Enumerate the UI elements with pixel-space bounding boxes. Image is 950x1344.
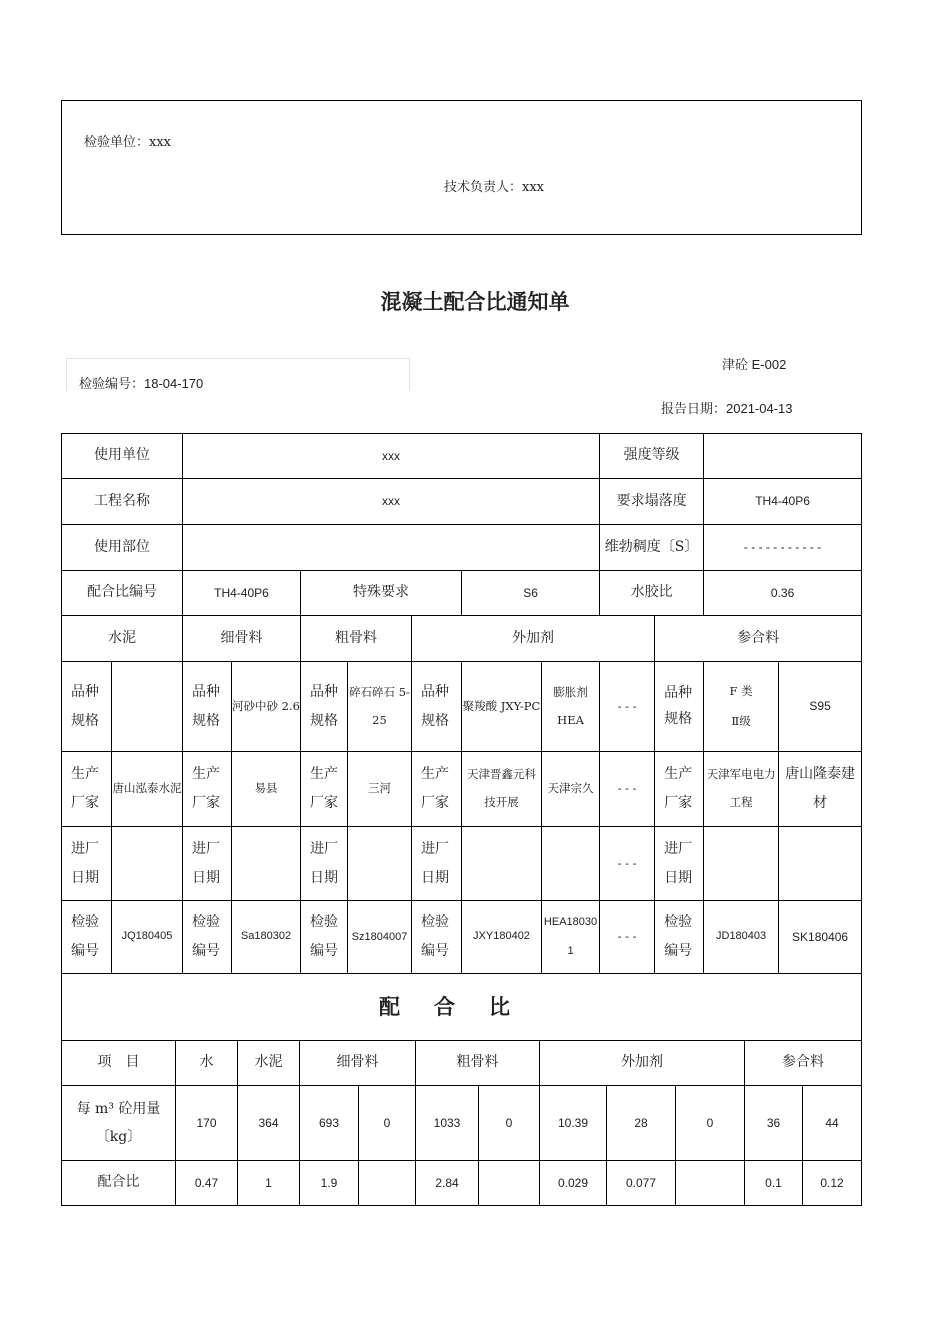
part-value [183, 525, 600, 571]
dosage-cell: 0 [479, 1086, 540, 1161]
ratio-cell: 0.12 [803, 1161, 862, 1206]
vebe-value: - - - - - - - - - - - [704, 525, 862, 571]
project-name: xxx [183, 479, 600, 525]
ratio-cell: 0.1 [745, 1161, 803, 1206]
kind-cement [112, 662, 183, 752]
strength-value [704, 434, 862, 479]
ratio-header-fine: 细骨料 [300, 1041, 416, 1086]
kind-label: 品种 规格 [183, 662, 232, 752]
maker-cement: 唐山泓泰水泥 [112, 752, 183, 827]
header-coarse: 粗骨料 [301, 616, 412, 662]
ratio-title: 配合比 [379, 993, 545, 1019]
wb-value: 0.36 [704, 571, 862, 616]
kind-label: 品种 规格 [62, 662, 112, 752]
test-coarse: Sz1804007 [348, 901, 412, 974]
maker-label: 生产 厂家 [412, 752, 462, 827]
report-date: 报告日期：2021-04-13 [661, 401, 793, 416]
ratio-header-item: 项 目 [62, 1041, 176, 1086]
test-mineral-2: SK180406 [779, 901, 862, 974]
maker-label: 生产 厂家 [62, 752, 112, 827]
special-value: S6 [462, 571, 600, 616]
maker-label: 生产 厂家 [655, 752, 704, 827]
kind-admix-1: 聚羧酸 JXY-PC [462, 662, 542, 752]
test-label: 检验 编号 [62, 901, 112, 974]
mix-no-label: 配合比编号 [62, 571, 183, 616]
use-unit: xxx [183, 434, 600, 479]
test-admix-1: JXY180402 [462, 901, 542, 974]
test-mineral-1: JD180403 [704, 901, 779, 974]
maker-label: 生产 厂家 [301, 752, 348, 827]
vebe-label: 维勃稠度〔S〕 [600, 525, 704, 571]
dosage-cell: 44 [803, 1086, 862, 1161]
test-label: 检验 编号 [412, 901, 462, 974]
kind-label: 品种 规格 [301, 662, 348, 752]
dosage-cell: 0 [676, 1086, 745, 1161]
ratio-header-cement: 水泥 [238, 1041, 300, 1086]
header-cement: 水泥 [62, 616, 183, 662]
header-mineral: 参合料 [655, 616, 862, 662]
page-title: 混凝土配合比通知单 [380, 289, 570, 314]
form-code: 津砼 E-002 [722, 357, 787, 372]
kind-coarse: 碎石碎石 5-25 [348, 662, 412, 752]
ratio-section-title [62, 974, 862, 1041]
ratio-table [61, 1040, 862, 1206]
date-label: 进厂 日期 [655, 827, 704, 901]
slump-label: 要求塌落度 [600, 479, 704, 525]
use-unit-label: 使用单位 [62, 434, 183, 479]
maker-label: 生产 厂家 [183, 752, 232, 827]
wb-label: 水胶比 [600, 571, 704, 616]
ratio-cell: 1 [238, 1161, 300, 1206]
date-admix-3: - - - [600, 827, 655, 901]
date-label: 进厂 日期 [183, 827, 232, 901]
ratio-header-coarse: 粗骨料 [416, 1041, 540, 1086]
material-table [61, 433, 862, 1041]
test-cement: JQ180405 [112, 901, 183, 974]
ratio-cell [676, 1161, 745, 1206]
maker-admix-2: 天津宗久 [542, 752, 600, 827]
dosage-label: 每 m³ 砼用量〔kg〕 [62, 1086, 176, 1161]
ratio-cell: 0.029 [540, 1161, 607, 1206]
slump-value: TH4-40P6 [704, 479, 862, 525]
part-label: 使用部位 [62, 525, 183, 571]
kind-mineral-2: S95 [779, 662, 862, 752]
ratio-cell: 0.077 [607, 1161, 676, 1206]
kind-mineral-1: F 类 Ⅱ级 [704, 662, 779, 752]
ratio-cell [479, 1161, 540, 1206]
project-label: 工程名称 [62, 479, 183, 525]
maker-admix-1: 天津晋鑫元科技开展 [462, 752, 542, 827]
date-label: 进厂 日期 [62, 827, 112, 901]
test-label: 检验 编号 [301, 901, 348, 974]
ratio-label: 配合比 [62, 1161, 176, 1206]
ratio-cell: 2.84 [416, 1161, 479, 1206]
signature-box [61, 100, 862, 235]
dosage-cell: 170 [176, 1086, 238, 1161]
ratio-header-mineral: 参合料 [745, 1041, 862, 1086]
ratio-cell: 1.9 [300, 1161, 359, 1206]
test-fine: Sa180302 [232, 901, 301, 974]
kind-label: 品种 规格 [655, 662, 704, 752]
test-admix-3: - - - [600, 901, 655, 974]
kind-label: 品种 规格 [412, 662, 462, 752]
ratio-cell: 0.47 [176, 1161, 238, 1206]
date-coarse [348, 827, 412, 901]
test-label: 检验 编号 [183, 901, 232, 974]
date-cement [112, 827, 183, 901]
kind-fine: 河砂中砂 2.6 [232, 662, 301, 752]
maker-mineral-1: 天津军电电力工程 [704, 752, 779, 827]
inspect-unit: 检验单位：xxx [84, 135, 171, 150]
test-admix-2: HEA180301 [542, 901, 600, 974]
date-label: 进厂 日期 [301, 827, 348, 901]
tech-lead: 技术负责人：xxx [444, 180, 544, 195]
inspect-no: 检验编号：18-04-170 [79, 376, 204, 391]
ratio-cell [359, 1161, 416, 1206]
test-label: 检验 编号 [655, 901, 704, 974]
dosage-cell: 1033 [416, 1086, 479, 1161]
mix-no: TH4-40P6 [183, 571, 301, 616]
maker-coarse: 三河 [348, 752, 412, 827]
dosage-cell: 36 [745, 1086, 803, 1161]
dosage-cell: 10.39 [540, 1086, 607, 1161]
dosage-cell: 693 [300, 1086, 359, 1161]
date-fine [232, 827, 301, 901]
dosage-cell: 0 [359, 1086, 416, 1161]
date-mineral-1 [704, 827, 779, 901]
header-fine: 细骨料 [183, 616, 301, 662]
strength-label: 强度等级 [600, 434, 704, 479]
kind-admix-2: 膨胀剂 HEA [542, 662, 600, 752]
maker-mineral-2: 唐山隆泰建材 [779, 752, 862, 827]
special-label: 特殊要求 [301, 571, 462, 616]
ratio-header-admixture: 外加剂 [540, 1041, 745, 1086]
maker-admix-3: - - - [600, 752, 655, 827]
maker-fine: 易县 [232, 752, 301, 827]
dosage-cell: 28 [607, 1086, 676, 1161]
kind-admix-3: - - - [600, 662, 655, 752]
date-mineral-2 [779, 827, 862, 901]
date-admix-1 [462, 827, 542, 901]
dosage-cell: 364 [238, 1086, 300, 1161]
header-admixture: 外加剂 [412, 616, 655, 662]
ratio-header-water: 水 [176, 1041, 238, 1086]
date-label: 进厂 日期 [412, 827, 462, 901]
date-admix-2 [542, 827, 600, 901]
